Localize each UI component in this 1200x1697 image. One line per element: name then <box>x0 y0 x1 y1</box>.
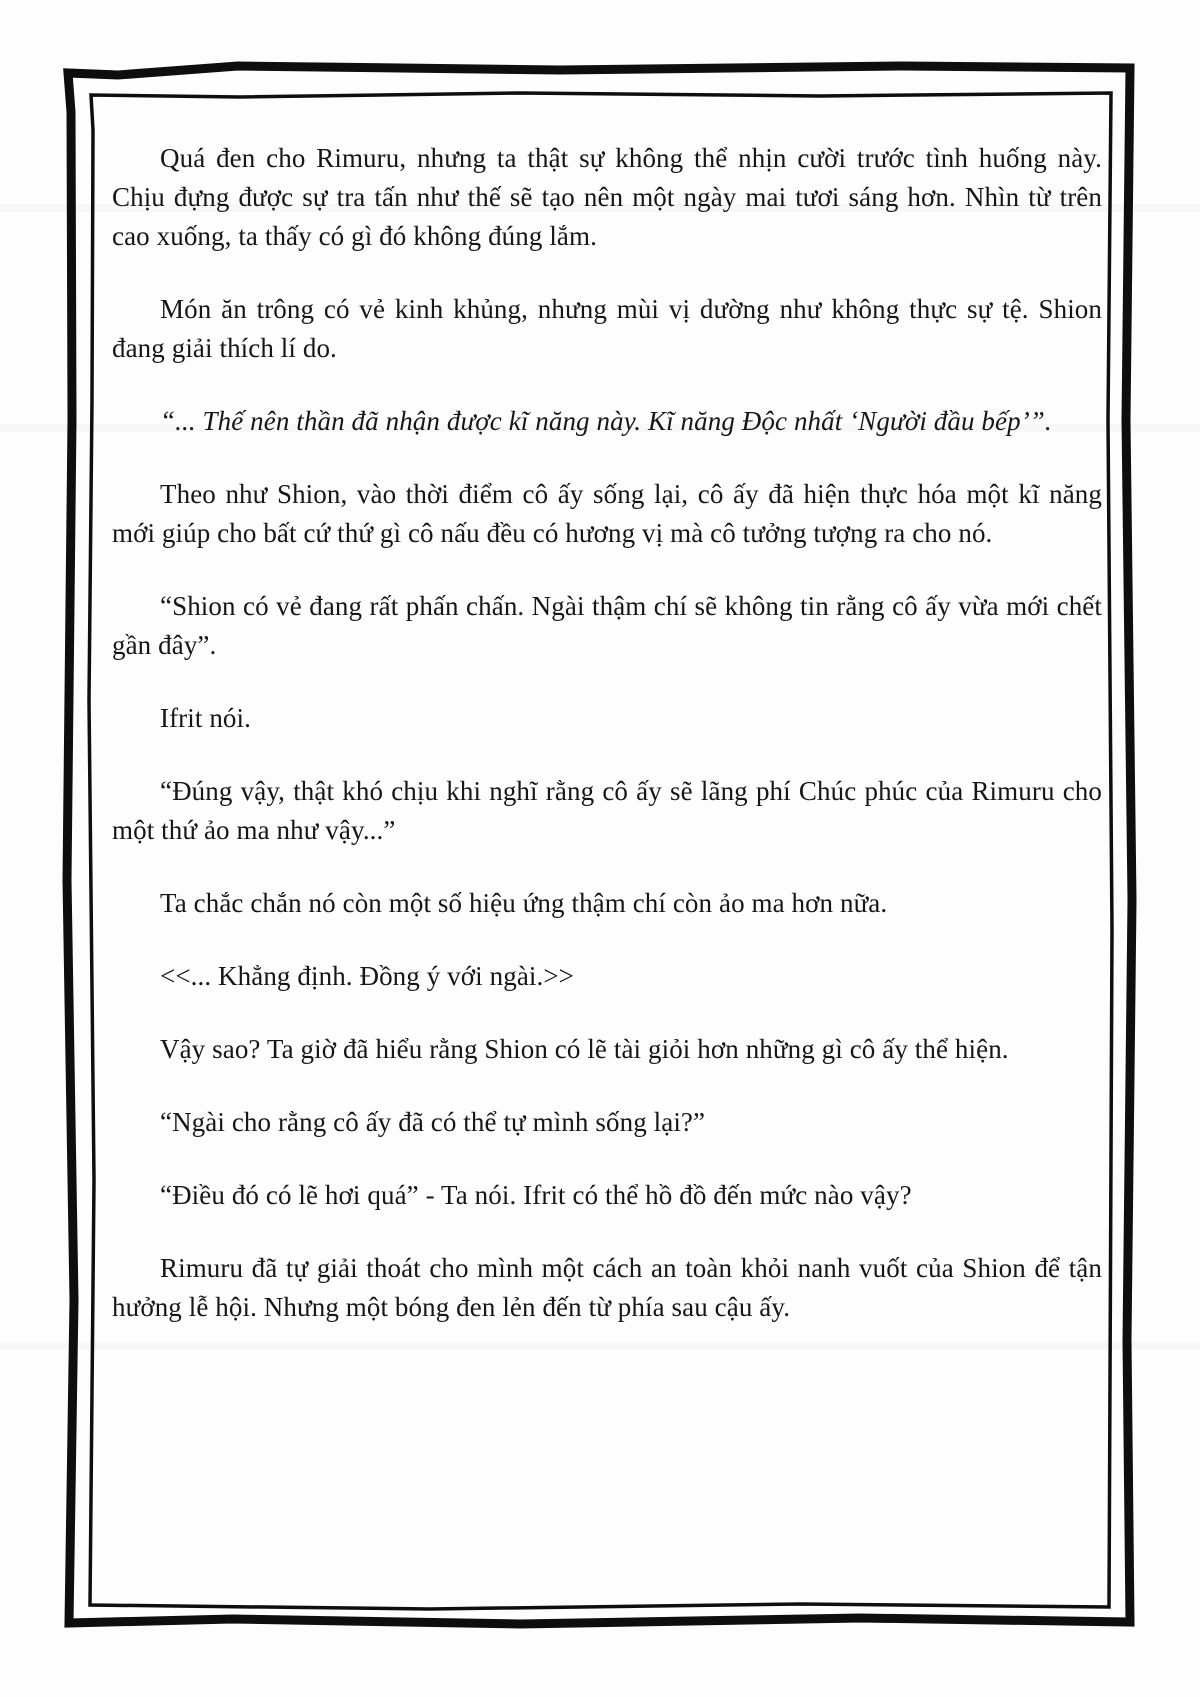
paragraph: “Ngài cho rằng cô ấy đã có thể tự mình sống lại?” <box>160 1107 706 1137</box>
paragraph: Món ăn trông có vẻ kinh khủng, nhưng mùi vị dường như không thực sự tệ. Shion đang giải thích lí do. <box>112 294 1102 363</box>
paragraph: “Đúng vậy, thật khó chịu khi nghĩ rằng cô ấy sẽ lãng phí Chúc phúc của Rimuru cho một thứ ảo ma như vậy...” <box>112 776 1102 845</box>
paragraph: Vậy sao? Ta giờ đã hiểu rằng Shion có lẽ tài giỏi hơn những gì cô ấy thể hiện. <box>160 1034 1009 1064</box>
paragraph: Ta chắc chắn nó còn một số hiệu ứng thậm chí còn ảo ma hơn nữa. <box>160 888 888 918</box>
paragraph: “Điều đó có lẽ hơi quá” - Ta nói. Ifrit có thể hồ đồ đến mức nào vậy? <box>160 1180 912 1210</box>
paragraph: Ifrit nói. <box>160 703 251 733</box>
paragraph: Rimuru đã tự giải thoát cho mình một cách an toàn khỏi nanh vuốt của Shion để tận hưởng lễ hội. Nhưng một bóng đen lẻn đến từ phía sau cậu ấy. <box>112 1253 1102 1322</box>
paragraph: Quá đen cho Rimuru, nhưng ta thật sự không thể nhịn cười trước tình huống này. Chịu đựng được sự tra tấn như thế sẽ tạo nên một ngày mai tươi sáng hơn. Nhìn từ trên cao xuống, ta thấy có gì đó không đúng lắm. <box>112 143 1102 251</box>
paragraph-telepathy: <<... Khẳng định. Đồng ý với ngài.>> <box>160 961 575 991</box>
paragraph: Theo như Shion, vào thời điểm cô ấy sống lại, cô ấy đã hiện thực hóa một kĩ năng mới giúp cho bất cứ thứ gì cô nấu đều có hương vị mà cô tưởng tượng ra cho nó. <box>112 479 1102 548</box>
page-text <box>112 139 1102 1361</box>
paragraph: “Shion có vẻ đang rất phấn chấn. Ngài thậm chí sẽ không tin rằng cô ấy vừa mới chết gần đây”. <box>112 591 1102 660</box>
paragraph-quote-italic: “... Thế nên thần đã nhận được kĩ năng này. Kĩ năng Độc nhất ‘Người đầu bếp’”. <box>160 406 1052 436</box>
